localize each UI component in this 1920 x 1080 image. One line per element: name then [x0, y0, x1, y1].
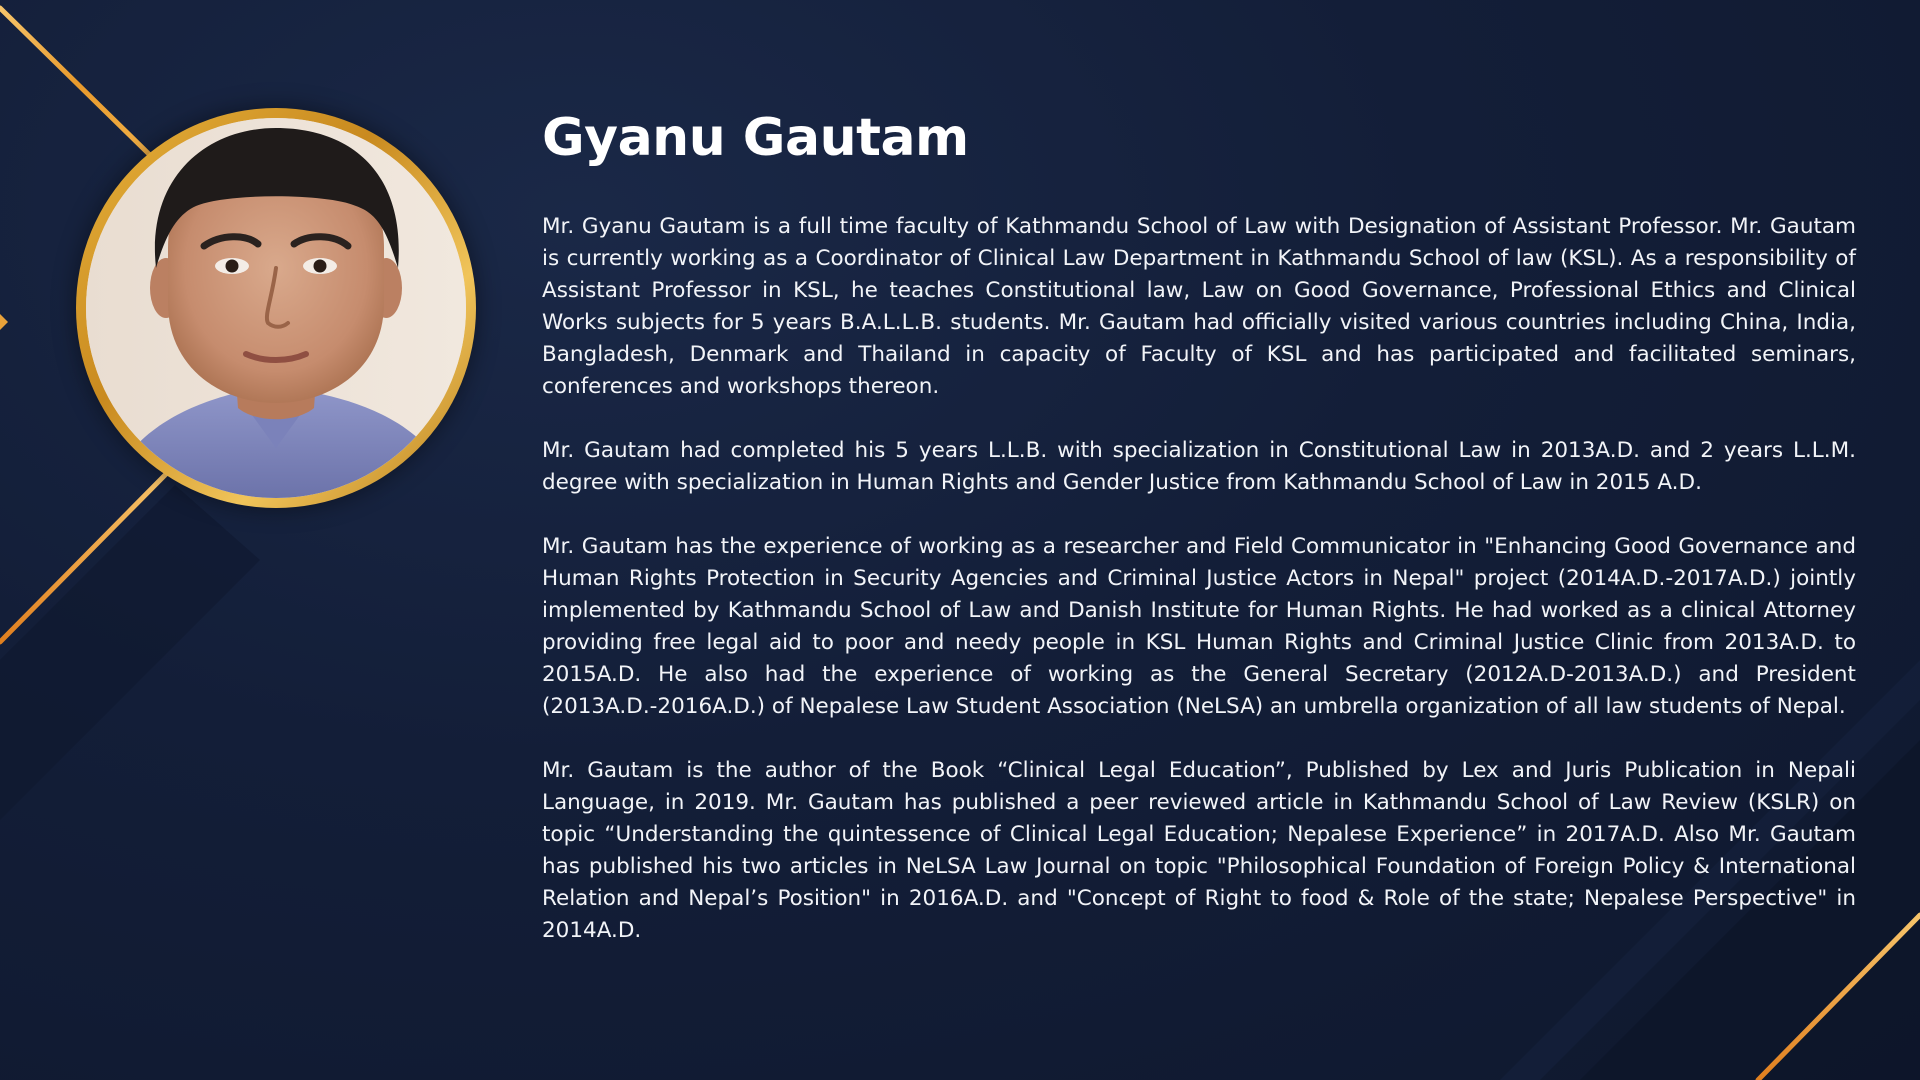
profile-photo-frame — [76, 108, 476, 508]
bio-paragraph-4: Mr. Gautam is the author of the Book “Clinical Legal Education”, Published by Lex and Juris Publication in Nepali Language, in 2019. Mr. Gautam has published a peer reviewed article in Kathmandu School of Law Review (KSLR) on topic “Understanding the quintessence of Clinical Legal Education; Nepalese Experience” in 2017A.D. Also Mr. Gautam has published his two articles in NeLSA Law Journal on topic "Philosophical Foundation of Foreign Policy & International Relation and Nepal’s Position" in 2016A.D. and "Concept of Right to food & Role of the state; Nepalese Perspective" in 2014A.D. — [542, 758, 1856, 943]
bio-paragraph-3: Mr. Gautam has the experience of working as a researcher and Field Communicator in "Enhancing Good Governance and Human Rights Protection in Security Agencies and Criminal Justice Actors in Nepal" project (2014A.D.-2017A.D.) jointly implemented by Kathmandu School of Law and Danish Institute for Human Rights. He had worked as a clinical Attorney providing free legal aid to poor and needy people in KSL Human Rights and Criminal Justice Clinic from 2013A.D. to 2015A.D. He also had the experience of working as the General Secretary (2012A.D-2013A.D.) and President (2013A.D.-2016A.D.) of Nepalese Law Student Association (NeLSA) an umbrella organization of all law students of Nepal. — [542, 534, 1856, 719]
gold-accent-line-top-left — [0, 8, 155, 160]
profile-content — [542, 105, 1856, 979]
person-portrait-icon — [86, 118, 466, 498]
bio-paragraph-1: Mr. Gyanu Gautam is a full time faculty of Kathmandu School of Law with Designation of Assistant Professor. Mr. Gautam is currently working as a Coordinator of Clinical Law Department in Kathmandu School of law (KSL). As a responsibility of Assistant Professor in KSL, he teaches Constitutional law, Law on Good Governance, Professional Ethics and Clinical Works subjects for 5 years B.A.L.L.B. students. Mr. Gautam had officially visited various countries including China, India, Bangladesh, Denmark and Thailand in capacity of Faculty of KSL and has participated and facilitated seminars, conferences and workshops thereon. — [542, 214, 1856, 399]
bio-paragraph-2: Mr. Gautam had completed his 5 years L.L.B. with specialization in Constitutional Law in 2013A.D. and 2 years L.L.M. degree with specialization in Human Rights and Gender Justice from Kathmandu School of Law in 2015 A.D. — [542, 438, 1856, 495]
dark-left-wedge — [0, 485, 260, 820]
profile-photo — [86, 118, 466, 498]
profile-name: Gyanu Gautam — [542, 108, 969, 168]
gold-triangle-marker — [0, 314, 8, 330]
